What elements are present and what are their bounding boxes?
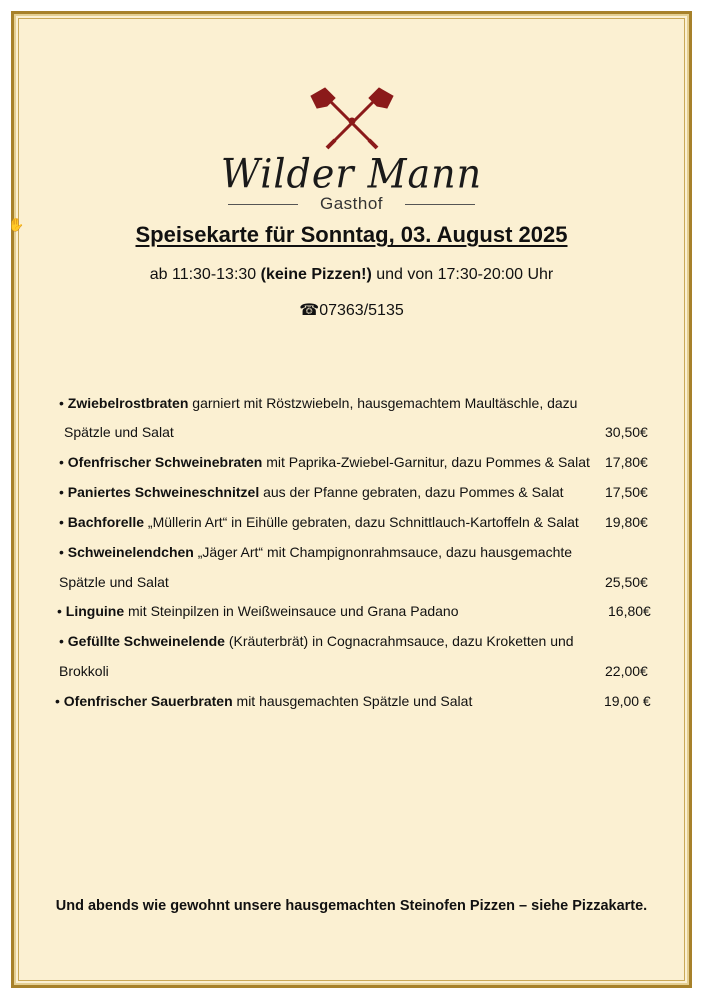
menu-item-desc-continued: Spätzle und Salat [59,574,169,590]
hand-cursor-icon: ✋ [8,217,25,232]
bullet: • [59,514,68,530]
hours-note: (keine Pizzen!) [260,266,372,283]
phone-text: 07363/5135 [319,302,404,319]
menu-item [59,543,572,561]
menu-item [55,692,472,710]
restaurant-logo [14,86,689,214]
logo-subtitle: Gasthof [319,194,384,213]
menu-item-name: Linguine [65,603,125,619]
divider [405,204,475,205]
bullet: • [59,454,68,470]
menu-item-desc-continued: Brokkoli [59,663,109,679]
bullet: • [59,633,68,649]
menu-item-name: Schweinelendchen [67,544,194,560]
hours-midday: ab 11:30-13:30 [149,266,261,283]
footer-note: Und abends wie gewohnt unsere hausgemachten Steinofen Pizzen – siehe Pizzakarte. [55,898,648,914]
divider [228,204,298,205]
menu-item-price: 25,50€ [605,574,648,590]
page-title: Speisekarte für Sonntag, 03. August 2025 [135,222,568,247]
menu-page [8,11,692,988]
menu-item [59,483,564,501]
menu-item-desc: mit Paprika-Zwiebel-Garnitur, dazu Pommes & Salat [262,454,590,470]
menu-item-desc: (Kräuterbrät) in Cognacrahmsauce, dazu Kroketten und [224,633,574,649]
menu-item-desc: mit Steinpilzen in Weißweinsauce und Grana Padano [124,603,459,619]
menu-item-price: 19,00 € [604,693,651,709]
menu-item-desc: mit hausgemachten Spätzle und Salat [232,693,473,709]
menu-item [59,453,590,471]
phone-number [14,300,689,320]
logo-name: Wilder Mann [220,150,483,198]
menu-item-name: Bachforelle [67,514,145,530]
hours-evening: und von 17:30-20:00 Uhr [371,266,554,283]
opening-hours [14,266,689,284]
menu-item-name: Gefüllte Schweinelende [67,633,225,649]
menu-item-desc: garniert mit Röstzwiebeln, hausgemachtem Maultäschle, dazu [188,395,578,411]
menu-item-desc: „Jäger Art“ mit Champignonrahmsauce, dazu hausgemachte [193,544,573,560]
menu-item [59,394,577,412]
bullet: • [57,603,66,619]
bullet: • [59,484,68,500]
menu-item-name: Zwiebelrostbraten [67,395,189,411]
menu-item [59,632,574,650]
menu-item-price: 22,00€ [605,663,648,679]
bullet: • [59,395,68,411]
menu-item [57,602,459,620]
menu-item-price: 19,80€ [605,514,648,530]
bullet: • [55,693,64,709]
menu-item-name: Ofenfrischer Schweinebraten [67,454,263,470]
menu-item-name: Paniertes Schweineschnitzel [67,484,260,500]
crossed-axes-icon [307,86,397,150]
menu-item-price: 16,80€ [608,603,651,619]
menu-item-desc: aus der Pfanne gebraten, dazu Pommes & Salat [259,484,564,500]
menu-item-price: 30,50€ [605,424,648,440]
menu-item-price: 17,80€ [605,454,648,470]
menu-item [59,513,579,531]
menu-item-desc: „Müllerin Art“ in Eihülle gebraten, dazu Schnittlauch-Kartoffeln & Salat [144,514,579,530]
menu-item-name: Ofenfrischer Sauerbraten [63,693,233,709]
bullet: • [59,544,68,560]
phone-icon: ☎ [299,302,320,319]
menu-item-desc-continued: Spätzle und Salat [64,424,174,440]
menu-item-price: 17,50€ [605,484,648,500]
